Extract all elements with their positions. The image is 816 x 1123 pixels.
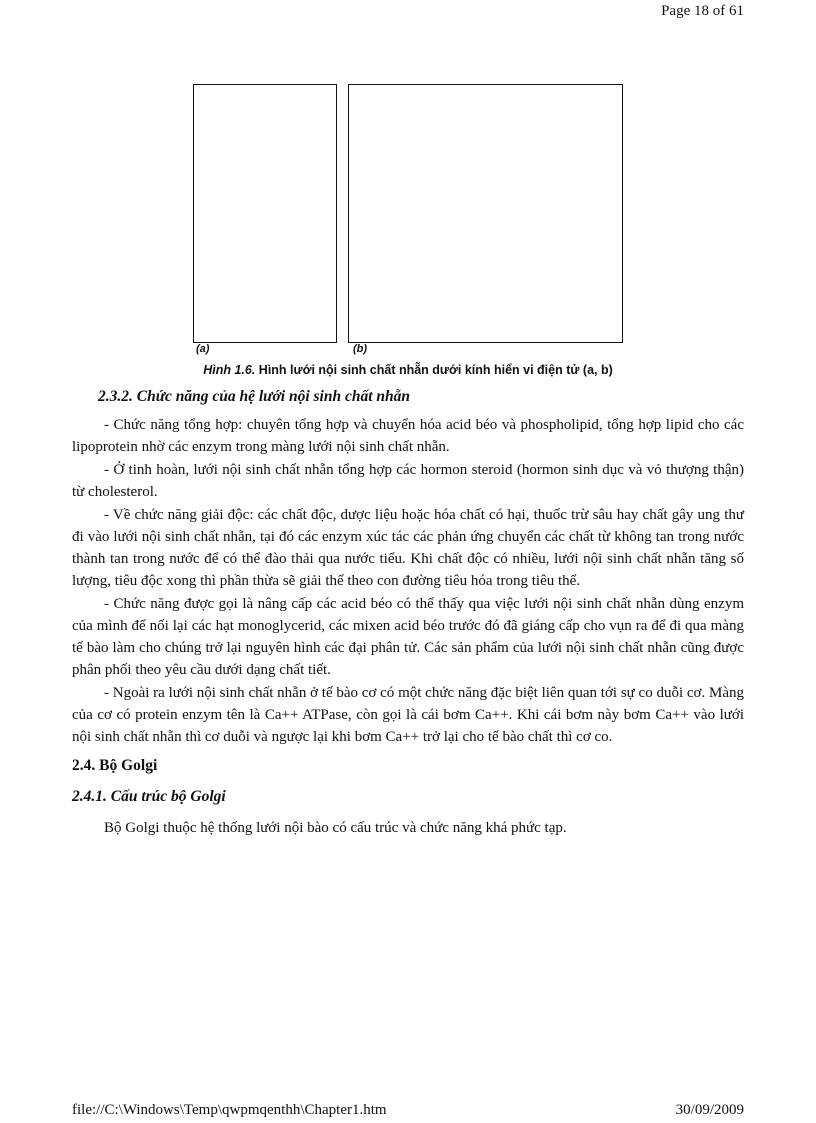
paragraph: - Ở tinh hoàn, lưới nội sinh chất nhẵn tổng hợp các hormon steroid (hormon sinh dục và vỏ thượng thận) từ cholesterol. xyxy=(72,462,744,500)
figure-label-b: (b) xyxy=(353,343,368,355)
paragraph: - Về chức năng giải độc: các chất độc, dược liệu hoặc hóa chất có hại, thuốc trừ sâu hay chất gây ung thư đi vào lưới nội sinh chất nhẵn, tại đó các enzym xúc tác các phản ứng chuyển các chất từ không tan trong nước thành tan trong nước để có thể đào thải qua nước tiểu. Khi chất độc có nhiều, lưới nội sinh chất nhẵn tăng số lượng, tiêu độc xong thì phần thừa sẽ giải thể theo con đường tiêu hóa trong tiêu thể. xyxy=(72,507,744,589)
paragraph: - Chức năng được gọi là nâng cấp các acid béo có thể thấy qua việc lưới nội sinh chất nhẵn dùng enzym của mình để nối lại các hạt monoglycerid, các mixen acid béo trước đó đã giáng cấp cho vụn ra để đi qua màng tế bào làm cho chúng trở lại nguyên hình các đại phân tử. Các sản phẩm của lưới nội sinh chất nhẵn cũng được phân phối theo yêu cầu dưới dạng chất tiết. xyxy=(72,596,744,678)
paragraph: - Ngoài ra lưới nội sinh chất nhẵn ở tế bào cơ có một chức năng đặc biệt liên quan tới sự co duỗi cơ. Màng của cơ có protein enzym tên là Ca++ ATPase, còn gọi là cái bơm Ca++. Khi cái bơm này bơm Ca++ vào lưới nội sinh chất nhẵn thì cơ duỗi và ngược lại khi bơm Ca++ trở lại cho tế bào chất thì cơ co. xyxy=(72,685,744,745)
figure-label-a: (a) xyxy=(196,343,210,355)
paragraph: Bộ Golgi thuộc hệ thống lưới nội bào có cấu trúc và chức năng khá phức tạp. xyxy=(104,820,567,836)
footer-date: 30/09/2009 xyxy=(675,1102,744,1118)
figure-image-b xyxy=(348,84,623,343)
figure-caption-number: Hình 1.6. xyxy=(203,363,256,377)
figure-caption xyxy=(0,363,816,377)
footer-file-path: file://C:\Windows\Temp\qwpmqenthh\Chapter1.htm xyxy=(72,1102,387,1118)
section-heading-2-3-2: 2.3.2. Chức năng của hệ lưới nội sinh chất nhẵn xyxy=(98,388,411,405)
section-heading-2-4: 2.4. Bộ Golgi xyxy=(72,757,158,774)
paragraph: - Chức năng tổng hợp: chuyên tổng hợp và chuyển hóa acid béo và phospholipid, tổng hợp lipid cho các lipoprotein nhờ các enzym trong màng lưới nội sinh chất nhẵn. xyxy=(72,417,744,455)
page-number: Page 18 of 61 xyxy=(661,3,744,19)
figure-caption-text: Hình lưới nội sinh chất nhẵn dưới kính hiển vi điện tử (a, b) xyxy=(255,363,613,377)
figure-image-a xyxy=(193,84,337,343)
document-body xyxy=(72,386,744,840)
section-heading-2-4-1: 2.4.1. Cấu trúc bộ Golgi xyxy=(72,788,226,805)
